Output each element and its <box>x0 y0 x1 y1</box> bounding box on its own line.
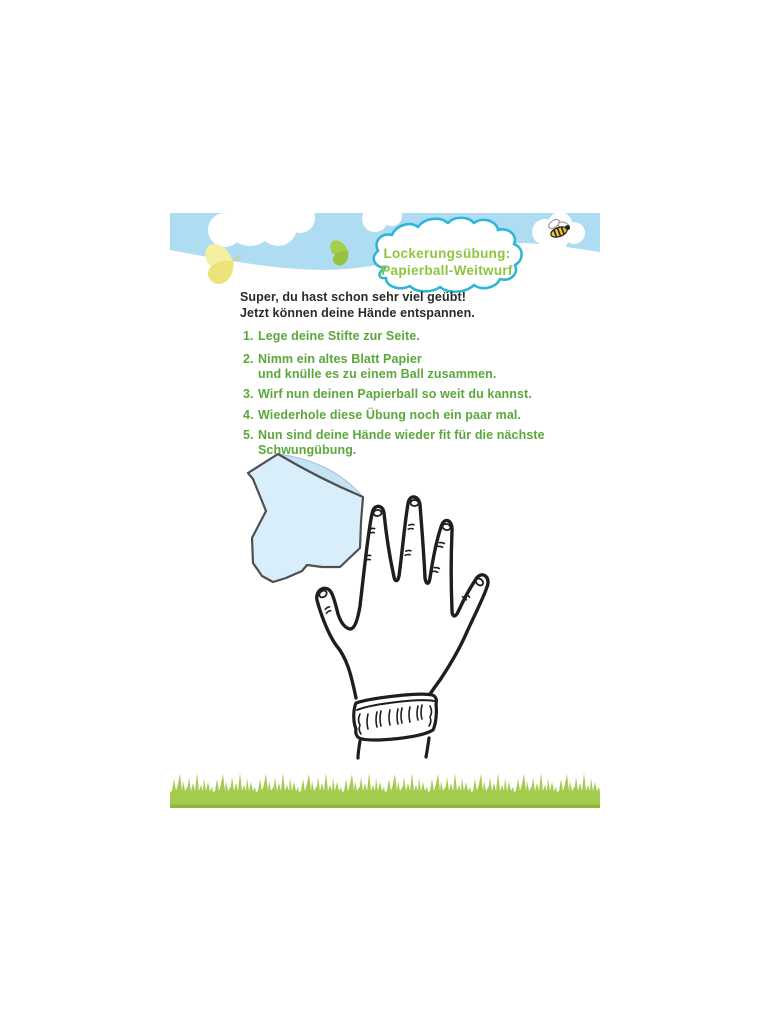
paper-ball <box>248 454 363 582</box>
step-1 <box>243 329 593 344</box>
step-2 <box>243 352 593 382</box>
step-5-number: 5. <box>243 428 254 442</box>
step-3 <box>243 387 593 402</box>
wrist-cuff <box>354 694 437 740</box>
exercise-steps <box>243 329 593 458</box>
step-1-text: Lege deine Stifte zur Seite. <box>258 329 420 343</box>
step-4 <box>243 408 593 423</box>
sky-header <box>170 213 600 297</box>
hand-illustration <box>238 446 500 764</box>
step-2-text <box>258 352 593 382</box>
page-title-line1: Lockerungsübung: <box>383 246 511 261</box>
grass-border <box>170 771 600 809</box>
intro-text <box>240 289 580 321</box>
step-4-text: Wiederhole diese Übung noch ein paar mal. <box>258 408 522 422</box>
page-title-line2: Papierball-Weitwurf <box>381 263 513 278</box>
step-2-line2: und knülle es zu einem Ball zusammen. <box>258 367 497 381</box>
step-2-number: 2. <box>243 352 254 366</box>
intro-line1: Super, du hast schon sehr viel geübt! <box>240 290 466 304</box>
step-3-text: Wirf nun deinen Papierball so weit du kannst. <box>258 387 532 401</box>
step-4-number: 4. <box>243 408 254 422</box>
step-2-line1: Nimm ein altes Blatt Papier <box>258 352 422 366</box>
step-1-number: 1. <box>243 329 254 343</box>
intro-line2: Jetzt können deine Hände entspannen. <box>240 306 475 320</box>
step-3-number: 3. <box>243 387 254 401</box>
step-5-text: Nun sind deine Hände wieder fit für die nächste Schwungübung. <box>258 428 545 457</box>
grass-edge <box>170 805 600 809</box>
